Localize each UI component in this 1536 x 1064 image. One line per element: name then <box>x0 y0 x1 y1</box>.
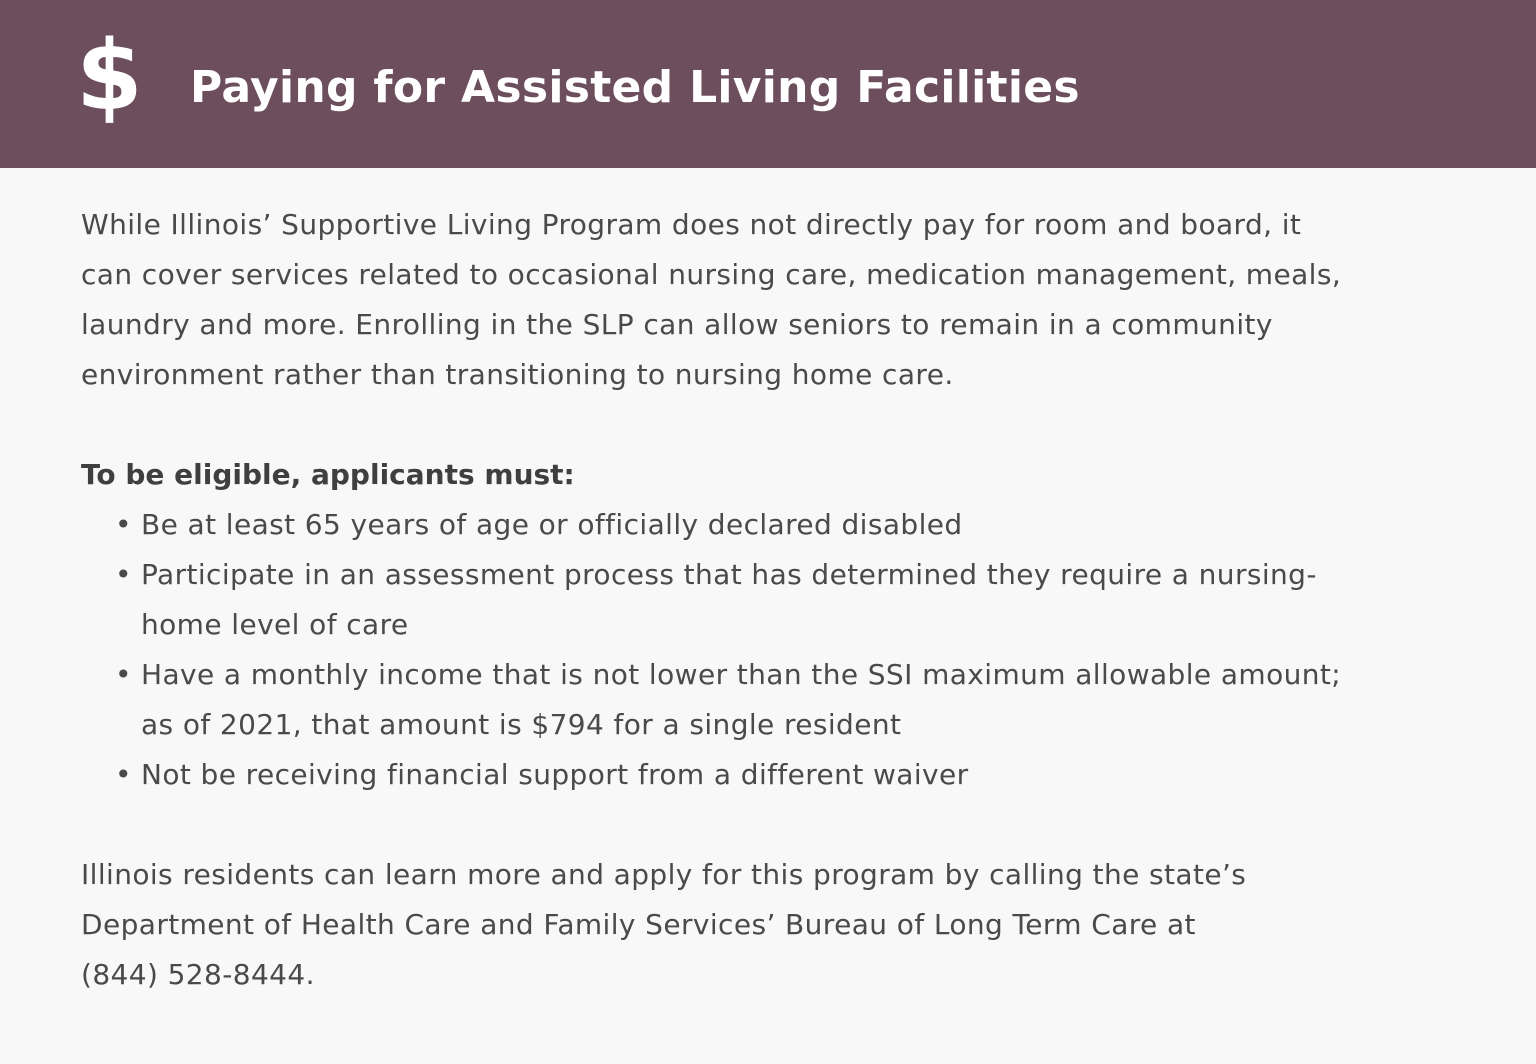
phone-number: (844) 528-8444. <box>81 958 315 991</box>
text-line: While Illinois’ Supportive Living Program does not directly pay for room and board, it <box>81 208 1302 241</box>
text-line: Department of Health Care and Family Services’ Bureau of Long Term Care at <box>81 908 1196 941</box>
content <box>81 200 1481 1000</box>
bullet-icon: • <box>115 758 132 791</box>
bullet-icon: • <box>115 658 132 691</box>
list-item <box>81 550 1481 650</box>
bullet-icon: • <box>115 558 132 591</box>
text-line: laundry and more. Enrolling in the SLP can allow seniors to remain in a community <box>81 308 1273 341</box>
text-line: as of 2021, that amount is $794 for a single resident <box>141 708 902 741</box>
outro-paragraph <box>81 850 1481 1000</box>
list-item <box>81 650 1481 750</box>
text-line: Be at least 65 years of age or officially declared disabled <box>141 508 963 541</box>
intro-paragraph <box>81 200 1481 400</box>
text-line: Have a monthly income that is not lower than the SSI maximum allowable amount; <box>141 658 1342 691</box>
text-line: Illinois residents can learn more and apply for this program by calling the state’s <box>81 858 1247 891</box>
eligibility-list <box>81 500 1481 800</box>
text-line: Not be receiving financial support from a different waiver <box>141 758 969 791</box>
page-title: Paying for Assisted Living Facilities <box>190 62 1080 113</box>
header-banner <box>0 0 1536 168</box>
eligibility-heading: To be eligible, applicants must: <box>81 458 575 491</box>
bullet-icon: • <box>115 508 132 541</box>
text-line: can cover services related to occasional nursing care, medication management, meals, <box>81 258 1342 291</box>
text-line: home level of care <box>141 608 409 641</box>
list-item <box>81 750 1481 800</box>
list-item <box>81 500 1481 550</box>
text-line: Participate in an assessment process that has determined they require a nursing- <box>141 558 1317 591</box>
dollar-icon: $ <box>76 20 143 132</box>
text-line: environment rather than transitioning to nursing home care. <box>81 358 954 391</box>
